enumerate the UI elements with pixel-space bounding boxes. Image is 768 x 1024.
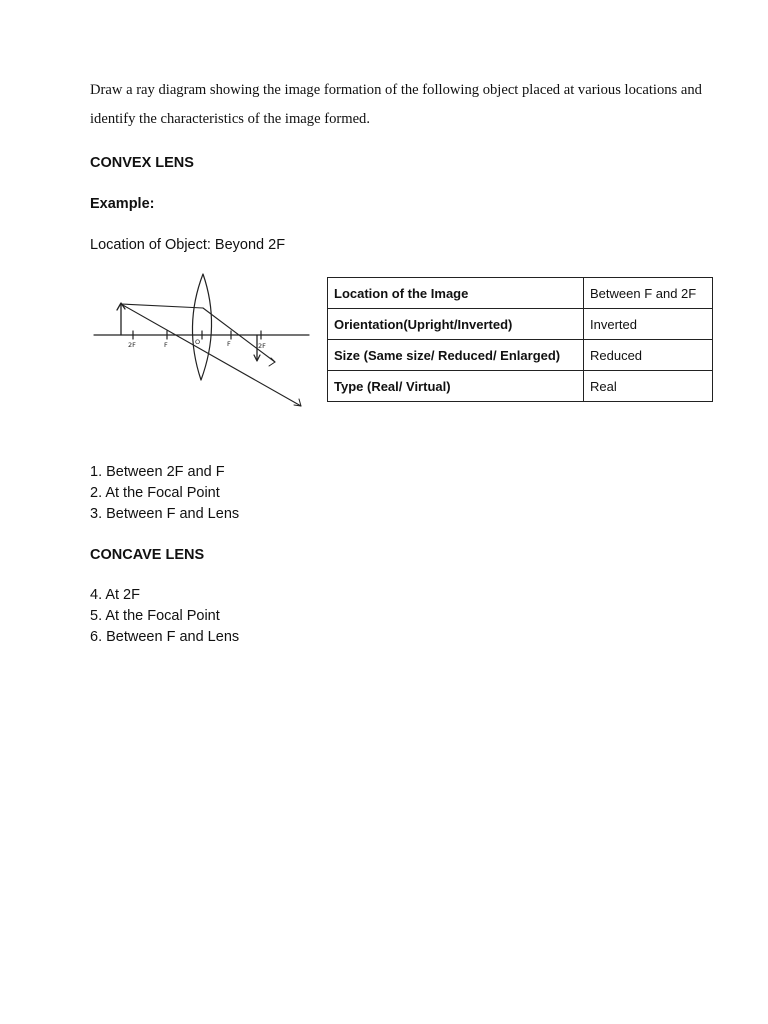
list-item: 1. Between 2F and F	[90, 464, 225, 480]
table-cell-label: Location of the Image	[328, 278, 584, 309]
convex-lens-heading: CONVEX LENS	[90, 155, 194, 171]
table-cell-value: Real	[584, 371, 713, 402]
list-item: 6. Between F and Lens	[90, 629, 240, 645]
list-item: 4. At 2F	[90, 587, 140, 603]
example-label: Example:	[90, 196, 155, 212]
ray-diagram	[89, 262, 313, 412]
table-cell-value: Reduced	[584, 340, 713, 371]
table-cell-label: Type (Real/ Virtual)	[328, 371, 584, 402]
table-row	[328, 340, 713, 371]
list-item: 3. Between F and Lens	[90, 506, 240, 522]
object-location-line: Location of Object: Beyond 2F	[90, 237, 286, 253]
table-cell-value: Inverted	[584, 309, 713, 340]
list-item: 5. At the Focal Point	[90, 608, 220, 624]
table-cell-label: Size (Same size/ Reduced/ Enlarged)	[328, 340, 584, 371]
list-item: 2. At the Focal Point	[90, 485, 220, 501]
table-cell-value: Between F and 2F	[584, 278, 713, 309]
instructions-paragraph: Draw a ray diagram showing the image formation of the following object placed at various locations and identify the characteristics of the image formed.	[90, 82, 702, 127]
parallel-ray	[121, 304, 203, 308]
convex-cases-list	[90, 462, 239, 525]
label-2f-left: 2F	[128, 341, 136, 349]
table-row	[328, 278, 713, 309]
table-row	[328, 309, 713, 340]
image-characteristics-table	[327, 277, 713, 402]
label-2f-right: 2F	[258, 342, 266, 350]
concave-lens-heading: CONCAVE LENS	[90, 547, 205, 563]
label-origin: O	[195, 338, 201, 346]
convex-lens-shape	[192, 274, 211, 380]
table-cell-label: Orientation(Upright/Inverted)	[328, 309, 584, 340]
label-f-left: F	[164, 341, 168, 349]
label-f-right: F	[227, 340, 231, 348]
table-row	[328, 371, 713, 402]
concave-cases-list	[90, 585, 239, 648]
